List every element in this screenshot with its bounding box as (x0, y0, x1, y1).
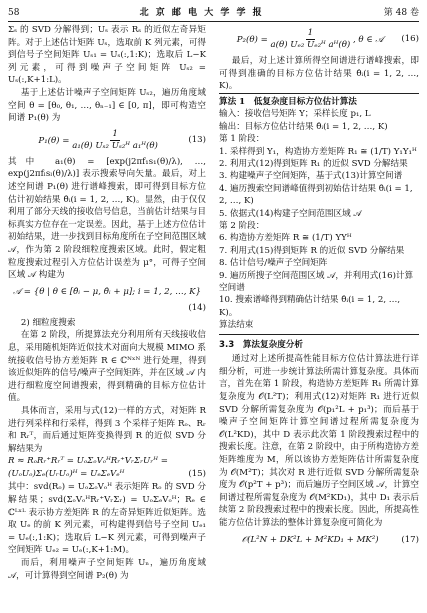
paragraph: 具体而言，采用与式(12)一样的方式，对矩阵 R 进行列采样和行采样，得到 3 个采样子矩阵 Rₒ、Rᵣ 和 Rᵣᵀ，而后通过矩阵变换得到 R 的近似 SVD 分解结果为 (8, 406, 206, 454)
equation-number: (15) (188, 469, 206, 480)
section-heading: 3.3 算法复杂度分析 (219, 339, 303, 350)
algorithm-step: 5. 依据式(14)构建子空间范围区域 𝒜 (219, 208, 362, 219)
page-number: 58 (8, 7, 20, 18)
algorithm-step: 3. 构建噪声子空间矩阵，基于式(13)计算空间谱 (219, 171, 403, 182)
eq-line: R ≈ RₒRᵣ⁺Rᵣᵀ = UₒΣₒVₒᴴRᵣ⁺VᵣΣᵣUᵣᴴ = (8, 456, 168, 467)
paragraph: 在第 2 阶段，所提算法充分利用所有天线接收信息，采用随机矩阵近似技术对面向大规模 MIMO 系统接收信号协方差矩阵 R ∈ ℂᴺˣᴺ 进行处理，得到该近似矩阵的信号/噪声子空间矩阵，并在区域 𝒜 内进行细粒度空间谱搜索，得到精确的目标方位估计值。 (8, 330, 206, 404)
eq-lhs: P₁(θ) = (38, 135, 70, 146)
algorithm-steps (219, 133, 419, 319)
left-column (8, 24, 206, 582)
equation-number: (16) (401, 34, 419, 45)
paragraph: Σₛ 的 SVD 分解得到；Uₛ 表示 Rₛ 的近似左奇异矩阵。对于上述估计矩阵 Uₛ，选取前 K 列元素，可得到信号子空间矩阵 Uₛ₁ = Uₛ(:,1:K)；选取后 L−K 列元素，可得到噪声子空间矩阵 Uₛ₂ = Uₛ(:,K+1:L)。 (8, 25, 206, 86)
equation-15 (8, 455, 206, 481)
paragraph: 通过对上述所提高性能目标方位估计算法进行详细分析，可进一步统计算法所需计算复杂度。具体而言，首先在第 1 阶段，构造协方差矩阵 R₁ 所需计算复杂度为 𝒪(L²T)；利用式(12)对矩阵 R₁ 进行近似 SVD 分解所需复杂度为 𝒪(p₁²L + p₁³)；而后基于噪声子空间矩阵计算空间谱过程所需复杂度为 𝒪(L²KD)，其中 D 表示此次第 1 阶段搜索过程中的搜索长度。注意，在第 2 阶段中，由于所构造协方差矩阵维度为 M，所以该协方差矩阵估计所需复杂度为 𝒪(M²T)；其次对 R 进行近似 SVD 分解所需复杂度为 𝒪(p²T + p³)；而后遍历子空间区域 𝒜，计算空间谱过程所需复杂度为 𝒪(M²KD₁)，其中 D₁ 表示后续第 2 阶段搜索过程中的搜索长度。因此，所提高性能方位估计算法的整体计算复杂度可简化为 (219, 354, 419, 528)
eq-domain: , θ ∈ 𝒜 (352, 35, 384, 45)
algorithm-step: 2. 利用式(12)得到矩阵 R₁ 的近似 SVD 分解结果 (219, 159, 408, 169)
eq-denominator: a(θ) Uₑ₂ Uₑ₂ᴴ aᴴ(θ) (270, 40, 351, 50)
right-column (219, 24, 419, 550)
algorithm-input: 输入：接收信号矩阵 Y；采样长度 p₁, L (219, 109, 371, 120)
subsection-heading: 2) 细粒度搜索 (20, 317, 76, 328)
journal-title: 北 京 邮 电 大 学 学 报 (139, 7, 264, 18)
algorithm-end: 算法结束 (219, 320, 254, 331)
equation-17 (219, 534, 419, 547)
algorithm-step: 第 2 阶段： (219, 221, 265, 232)
eq-body: 𝒜 = {θ | θ ∈ [θ̂ᵢ − μ, θ̂ᵢ + μ]; i = 1, 2, …, K} (12, 286, 202, 297)
algorithm-step: 7. 利用式(15)得到矩阵 R 的近似 SVD 分解结果 (219, 245, 405, 256)
paragraph: 其中 a₁(θ) = [exp(j2πf₁s₁(θ)/λ), …, exp(j2πfₗsₗ(θ)/λ)] 表示搜索导向矢量。最后，对上述空间谱 P₁(θ) 进行谱峰搜索，即可得到目标方位估计初始结果 θ̂ᵢ(i = 1, 2, …, K)。显然，由于仅仅利用了部分天线的接收信号信息，当前估计结果与目标真实方位存在一定误差。因此，基于上述方位估计初始结果，进一步找到目标角度所在子空间范围区域 𝒜，作为第 2 阶段细粒度搜索区域。此时，假定粗粒度搜索过程引入方位估计误差为 μ°，可得子空间区域 𝒜 构建为 (8, 156, 206, 281)
equation-13 (8, 129, 206, 152)
eq-denominator: a₁(θ) Uₛ₂ Uₛ₂ᴴ a₁ᴴ(θ) (72, 140, 158, 151)
volume-label: 第 48 卷 (383, 7, 419, 18)
algorithm-title: 算法 1 低复杂度目标方位估计算法 (219, 96, 357, 107)
equation-number: (14) (188, 303, 206, 314)
paragraph: 基于上述估计噪声子空间矩阵 Uₛ₂，遍历角度域空间 θ = [θ₀, θ₁, …, θₙ₋₁] ∈ [0, π]，即可构造空间谱 P₁(θ) 为 (8, 87, 206, 124)
paragraph: 而后，利用噪声子空间矩阵 Uₙ，遍历角度域 𝒜，可计算得到空间谱 P₂(θ) 为 (8, 557, 206, 581)
algorithm-output: 输出：目标方位估计结果 θ̂ᵢ(i = 1, 2, …, K) (219, 121, 388, 132)
equation-16 (219, 28, 419, 51)
algorithm-step: 1. 采样得到 Y₁，构造协方差矩阵 R₁ ≅ (1/T) Y₁Y₁ᴴ (219, 146, 417, 157)
algorithm-step: 9. 遍历所搜子空间范围区域 𝒜，并利用式(16)计算空间谱 (219, 270, 414, 294)
algorithm-step: 10. 搜索谱峰得到精确估计结果 θ̂ᵢ(i = 1, 2, …, K)。 (219, 295, 401, 318)
eq-line: (UₒUₒ)Σₑ(UᵣUₒ)ᴴ = UₑΣₑVₑᴴ (8, 469, 125, 480)
eq-numerator: 1 (112, 128, 118, 139)
paragraph: 最后，对上述计算所得空间谱进行谱峰搜索，即可得到准确的目标方位估计结果 θ̂ᵢ(i = 1, 2, …, K)。 (219, 56, 419, 92)
paragraph: 其中：svd(Rₒ) = UₒΣₒVₒᴴ 表示矩阵 Rₒ 的 SVD 分解结果；svd(ΣₒVₒᴴRᵣ⁺VᵣΣᵣ) = UₒΣₑVₒᴴ；Rₑ ∈ ℂᴸˣᴸ 表示协方差矩阵 R 的左奇异矩阵近似矩阵。选取 Uₑ 的前 K 列元素，可构建得到信号子空间 Uₑ₁ = Uₑ(:,1:K)；选取后 L−K 列元素，可得到噪声子空间矩阵 Uₑ₂ = Uₑ(:,K+1:M)。 (8, 482, 206, 556)
algorithm-step: 4. 遍历搜索空间谱峰值得到初始估计结果 θ̂ᵢ(i = 1, 2, …, K) (219, 183, 413, 207)
algorithm-step: 6. 构造协方差矩阵 R ≅ (1/T) YYᴴ (219, 233, 352, 244)
equation-number: (13) (188, 134, 206, 145)
algorithm-step: 8. 估计信号/噪声子空间矩阵 (219, 258, 328, 269)
eq-numerator: 1 (307, 28, 314, 38)
eq-body: 𝒪(L²N + DK²L + M²KD₁ + MK²) (241, 534, 379, 545)
page-header (8, 5, 419, 22)
algorithm-step: 第 1 阶段： (219, 134, 265, 145)
algorithm-box (219, 93, 419, 335)
eq-lhs: P₂(θ) = (236, 35, 268, 45)
equation-number: (17) (401, 534, 419, 545)
equation-14 (8, 286, 206, 299)
